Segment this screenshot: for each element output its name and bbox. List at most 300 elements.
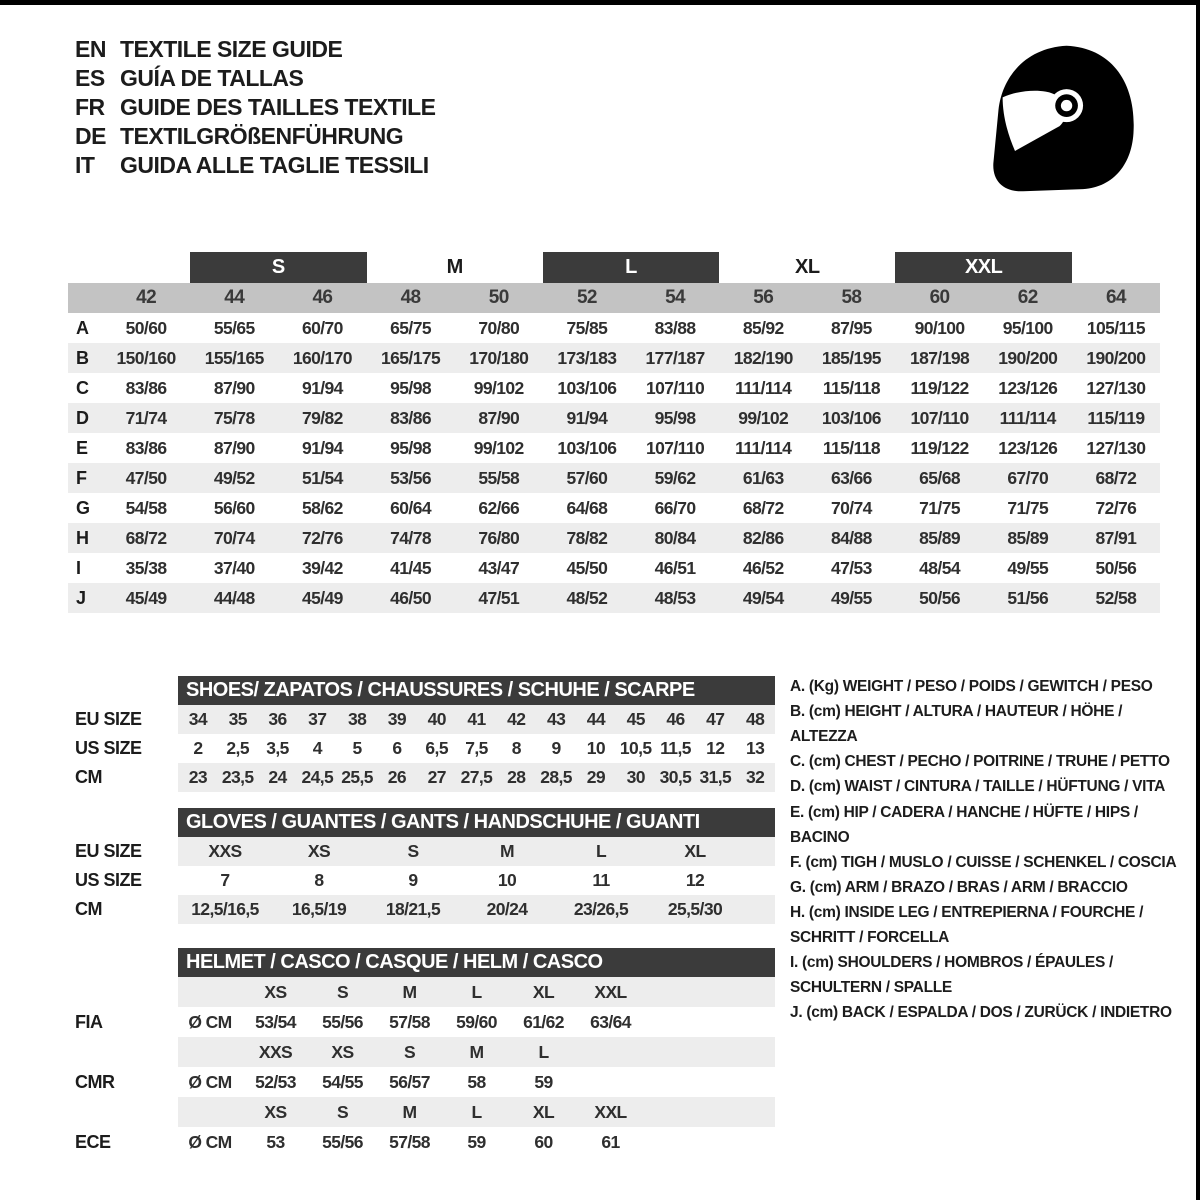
size-cell: 182/190 [733,347,793,368]
size-cell: 49/52 [213,467,255,488]
cell: 59/60 [456,1011,497,1032]
size-cell: 107/110 [646,377,705,398]
size-cell: 63/66 [831,467,872,488]
page-title-line [75,94,436,123]
size-cell: 107/110 [910,407,969,428]
cell: 28,5 [540,767,572,787]
size-cell: 57/60 [566,467,608,488]
size-cell: 95/100 [1002,317,1053,338]
row-band [178,734,775,763]
cell: 28 [507,767,526,787]
size-cell: 68/72 [125,527,167,548]
size-cell: 39/42 [302,557,343,578]
row-band [178,763,775,792]
textile-size-table [68,252,1160,613]
table-row [75,895,780,924]
cell: 37 [308,709,327,729]
size-cell: 160/170 [292,347,352,368]
size-row-a [68,313,1160,343]
page-title-line [75,65,436,94]
cell: 36 [268,709,287,729]
row-label [75,1037,178,1067]
cell: 24,5 [301,767,334,787]
language-code: FR [75,94,105,120]
size-cell: 99/102 [738,407,789,428]
size-column-header: 46 [312,287,333,308]
table-row [75,705,780,734]
row-label: F [76,467,87,488]
shoes-table-title: SHOES/ ZAPATOS / CHAUSSURES / SCHUHE / SCARPE [178,676,775,705]
size-column-header: 44 [224,287,245,308]
cell: Ø CM [188,1011,232,1032]
cell: 27 [427,767,446,787]
row-band [178,837,775,866]
row-label: FIA [75,1011,103,1032]
title-text: GUÍA DE TALLAS [120,65,304,91]
size-cell: 173/183 [557,347,617,368]
size-row-c [68,373,1160,403]
cell: 23 [188,767,208,787]
size-cell: 41/45 [390,557,431,578]
size-cell: 50/60 [125,317,167,338]
row-label: E [76,437,89,458]
cell: 57/58 [389,1131,430,1152]
size-cell: 115/119 [1087,407,1145,428]
size-cell: 119/122 [910,377,969,398]
row-label: C [76,377,89,398]
cell: 58 [467,1071,486,1092]
size-cell: 49/55 [1007,557,1049,578]
table-row [75,977,780,1007]
cell: 35 [228,709,247,729]
cell: 7 [220,870,230,890]
size-cell: 127/130 [1086,377,1146,398]
size-row-f [68,463,1160,493]
size-cell: 49/54 [742,587,784,608]
table-row [75,1037,780,1067]
size-cell: 91/94 [566,407,608,428]
size-cell: 51/54 [302,467,343,488]
size-cell: 111/114 [735,437,792,458]
size-cell: 45/49 [125,587,167,608]
size-cell: 83/86 [390,407,431,428]
size-cell: 87/90 [213,437,255,458]
size-number-header-row [68,283,1160,313]
size-cell: 47/53 [831,557,872,578]
size-cell: 123/126 [998,437,1058,458]
size-cell: 123/126 [998,377,1058,398]
cell: 16,5/19 [291,899,347,919]
size-column-header: 54 [665,287,686,308]
table-row [75,837,780,866]
measurement-legend [790,674,1192,1026]
size-cell: 111/114 [735,377,792,398]
cell: 31,5 [699,767,732,787]
size-cell: 64/68 [566,497,608,518]
cell: XXL [594,981,627,1002]
size-cell: 48/52 [566,587,608,608]
cell: 40 [427,709,446,729]
size-cell: 52/58 [1095,587,1137,608]
cell: XL [684,841,706,861]
size-cell: 85/92 [742,317,784,338]
cell: 2 [193,738,203,758]
cell: 12 [685,870,705,890]
size-cell: 71/75 [919,497,960,518]
size-column-header: 64 [1105,287,1126,308]
size-cell: 70/74 [213,527,255,548]
size-cell: 103/106 [557,437,617,458]
cell: S [403,1041,416,1062]
cell: M [469,1041,484,1062]
cell: 3,5 [266,738,289,758]
size-cell: 59/62 [654,467,696,488]
cell: 47 [706,709,725,729]
cell: 12 [706,738,725,758]
size-cell: 187/198 [910,347,970,368]
size-cell: 76/80 [478,527,520,548]
cell: XS [331,1041,354,1062]
cell: 6 [392,738,402,758]
cell: 10,5 [619,738,652,758]
cell: 48 [745,709,765,729]
row-band [178,1097,775,1127]
size-cell: 65/68 [919,467,960,488]
size-group-xxl: XXL [895,252,1071,283]
size-cell: 45/50 [566,557,608,578]
cell: L [595,841,607,861]
size-cell: 185/195 [821,347,881,368]
cell: 39 [387,709,407,729]
cell: 38 [347,709,367,729]
title-text: GUIDE DES TAILLES TEXTILE [120,94,436,120]
cell: M [402,1101,417,1122]
cell: XL [532,1101,555,1122]
cell: 45 [626,709,645,729]
page-title-line [75,123,436,152]
language-code: IT [75,152,95,178]
title-text: TEXTILGRÖßENFÜHRUNG [120,123,404,149]
table-row [75,734,780,763]
size-cell: 72/76 [1095,497,1137,518]
cell: 11 [592,870,610,890]
cell: 30 [626,767,645,787]
size-cell: 165/175 [381,347,441,368]
size-cell: 47/51 [478,587,520,608]
size-cell: 48/54 [919,557,960,578]
cell: 23,5 [221,767,254,787]
size-cell: 83/88 [654,317,696,338]
table-row [75,1097,780,1127]
size-cell: 37/40 [213,557,255,578]
row-label: H [76,527,89,548]
cell: S [336,1101,349,1122]
size-cell: 95/98 [654,407,696,428]
cell: 8 [314,870,324,890]
cell: 24 [268,767,287,787]
size-cell: 111/114 [999,407,1056,428]
size-cell: 107/110 [646,437,705,458]
cell: 29 [586,767,606,787]
size-column-header: 60 [929,287,950,308]
row-label: B [76,347,89,368]
size-cell: 60/70 [302,317,343,338]
row-band [178,866,775,895]
cell: 2,5 [226,738,249,758]
cell: 9 [408,870,418,890]
title-text: TEXTILE SIZE GUIDE [120,36,343,62]
size-column-header: 50 [488,287,509,308]
size-cell: 50/56 [919,587,960,608]
size-cell: 170/180 [469,347,529,368]
size-cell: 91/94 [302,377,343,398]
cell: 56/57 [389,1071,430,1092]
size-cell: 60/64 [390,497,431,518]
cell: 53 [266,1131,285,1152]
size-cell: 115/118 [822,437,880,458]
size-cell: 87/90 [478,407,520,428]
cell: 43 [546,709,566,729]
size-cell: 190/200 [998,347,1058,368]
size-cell: 56/60 [213,497,255,518]
cell: 25,5 [341,767,373,787]
cell: 52/53 [255,1071,296,1092]
table-row [75,866,780,895]
size-cell: 62/66 [478,497,520,518]
size-group-m: M [446,256,463,278]
cell: XXL [594,1101,627,1122]
cell: M [500,841,514,861]
cell: XXS [208,841,242,861]
row-label: EU SIZE [75,841,142,861]
size-cell: 87/90 [213,377,255,398]
title-text: GUIDA ALLE TAGLIE TESSILI [120,152,429,178]
size-cell: 127/130 [1086,437,1146,458]
row-label: A [76,317,89,338]
row-label [75,1097,178,1127]
size-cell: 72/76 [302,527,343,548]
row-label: I [76,557,82,578]
table-row [75,1127,780,1157]
cell: XS [264,1101,287,1122]
size-row-b [68,343,1160,373]
cell: XXS [258,1041,293,1062]
size-cell: 70/80 [478,317,520,338]
cell: 61/62 [523,1011,564,1032]
top-border [0,0,1200,5]
row-label: US SIZE [75,870,142,890]
size-cell: 87/95 [831,317,872,338]
cell: S [407,841,419,861]
table-row [75,763,780,792]
size-cell: 46/52 [742,557,784,578]
cell: XS [264,981,287,1002]
size-cell: 51/56 [1007,587,1049,608]
size-cell: 103/106 [557,377,617,398]
size-cell: 155/165 [204,347,264,368]
cell: 10 [497,870,517,890]
cell: 55/56 [322,1131,363,1152]
size-column-header: 42 [136,287,157,308]
right-border [1196,0,1200,1200]
cell: 11,5 [660,738,691,758]
row-label: US SIZE [75,738,142,758]
size-cell: 85/89 [1007,527,1049,548]
size-cell: 44/48 [213,587,255,608]
size-cell: 55/65 [213,317,255,338]
legend-item: E. (cm) HIP / CADERA / HANCHE / HÜFTE / HIPS / BACINO [790,803,1138,846]
row-label: CM [75,899,102,919]
size-cell: 80/84 [654,527,696,548]
size-cell: 47/50 [125,467,167,488]
cell: 5 [352,738,362,758]
size-cell: 55/58 [478,467,520,488]
legend-item: H. (cm) INSIDE LEG / ENTREPIERNA / FOURCHE / SCHRITT / FORCELLA [790,903,1144,947]
size-cell: 71/74 [125,407,167,428]
size-row-g [68,493,1160,523]
gloves-table-title: GLOVES / GUANTES / GANTS / HANDSCHUHE / GUANTI [178,808,775,837]
size-cell: 70/74 [831,497,872,518]
size-cell: 65/75 [390,317,431,338]
size-cell: 66/70 [654,497,696,518]
cell: XL [532,981,555,1002]
size-cell: 99/102 [473,377,524,398]
size-cell: 83/86 [125,377,167,398]
size-column-header: 62 [1017,287,1038,308]
size-cell: 83/86 [125,437,167,458]
size-group-xl: XL [795,256,820,278]
size-cell: 75/78 [213,407,255,428]
legend-item: A. (Kg) WEIGHT / PESO / POIDS / GEWITCH / PESO [790,678,1153,695]
shoes-size-table [75,676,780,792]
cell: 60 [534,1131,553,1152]
size-cell: 45/49 [302,587,343,608]
row-band [178,1127,775,1157]
size-cell: 79/82 [302,407,343,428]
cell: Ø CM [188,1131,232,1152]
row-label: G [76,497,91,518]
page-title [75,36,436,181]
cell: 12,5/16,5 [191,899,259,919]
row-band [178,1037,775,1067]
size-cell: 105/115 [1086,317,1145,338]
page-title-line [75,152,436,181]
row-label: D [76,407,89,428]
cell: Ø CM [188,1071,232,1092]
size-row-e [68,433,1160,463]
row-band [178,705,775,734]
row-label: J [76,587,87,608]
size-cell: 50/56 [1095,557,1137,578]
cell: 42 [507,709,526,729]
row-label: ECE [75,1131,111,1152]
cell: L [538,1041,549,1062]
language-code: EN [75,36,106,62]
cell: 59 [534,1071,553,1092]
size-cell: 119/122 [910,437,969,458]
cell: 57/58 [389,1011,430,1032]
table-row [75,1007,780,1037]
size-column-header: 48 [400,287,421,308]
cell: 6,5 [425,738,448,758]
size-cell: 115/118 [822,377,880,398]
size-cell: 48/53 [654,587,696,608]
cell: 8 [511,738,521,758]
size-group-header-row [68,252,1160,283]
row-label [75,977,178,1007]
size-cell: 75/85 [566,317,608,338]
cell: 61 [601,1131,620,1152]
size-cell: 58/62 [302,497,343,518]
size-row-j [68,583,1160,613]
legend-item: J. (cm) BACK / ESPALDA / DOS / ZURÜCK / INDIETRO [790,1004,1172,1022]
cell: 30,5 [659,767,692,787]
size-cell: 46/51 [654,557,696,578]
cell: S [336,981,349,1002]
row-label: EU SIZE [75,709,142,729]
size-group-s: S [190,252,366,283]
size-cell: 46/50 [390,587,431,608]
size-group-l: L [543,252,719,283]
size-cell: 43/47 [478,557,520,578]
cell: 54/55 [322,1071,363,1092]
cell: 23/26,5 [573,899,629,919]
row-label: CM [75,767,102,787]
size-cell: 78/82 [566,527,608,548]
cell: 13 [745,738,765,758]
size-cell: 90/100 [914,317,965,338]
gloves-size-table [75,808,780,924]
legend-item: I. (cm) SHOULDERS / HOMBROS / ÉPAULES / SCHULTERN / SPALLE [790,954,1114,997]
size-row-d [68,403,1160,433]
cell: L [471,981,482,1002]
row-band [178,1007,775,1037]
page-title-line [75,36,436,65]
cell: XS [307,841,331,861]
legend-item: B. (cm) HEIGHT / ALTURA / HAUTEUR / HÖHE / ALTEZZA [790,703,1123,746]
row-band [178,895,775,924]
size-cell: 99/102 [473,437,524,458]
table-row [75,1067,780,1097]
legend-item: G. (cm) ARM / BRAZO / BRAS / ARM / BRACCIO [790,878,1128,896]
cell: 41 [467,709,486,729]
cell: 26 [387,767,407,787]
size-column-header: 56 [753,287,774,308]
size-cell: 95/98 [390,377,431,398]
size-column-header: 58 [841,287,862,308]
cell: 20/24 [486,899,528,919]
row-band [178,1067,775,1097]
size-cell: 74/78 [390,527,431,548]
size-cell: 150/160 [116,347,176,368]
row-band [178,977,775,1007]
cell: 18/21,5 [385,899,441,919]
size-column-header: 52 [576,287,597,308]
legend-item: F. (cm) TIGH / MUSLO / CUISSE / SCHENKEL / COSCIA [790,853,1177,871]
row-label: CMR [75,1071,115,1092]
cell: 34 [188,709,208,729]
cell: 63/64 [590,1011,631,1032]
size-cell: 67/70 [1007,467,1049,488]
size-cell: 84/88 [831,527,872,548]
helmet-table-title: HELMET / CASCO / CASQUE / HELM / CASCO [178,948,775,977]
cell: 46 [666,709,685,729]
size-cell: 190/200 [1086,347,1146,368]
size-cell: 82/86 [742,527,784,548]
language-code: ES [75,65,105,91]
size-row-i [68,553,1160,583]
legend-item: C. (cm) CHEST / PECHO / POITRINE / TRUHE / PETTO [790,753,1170,771]
